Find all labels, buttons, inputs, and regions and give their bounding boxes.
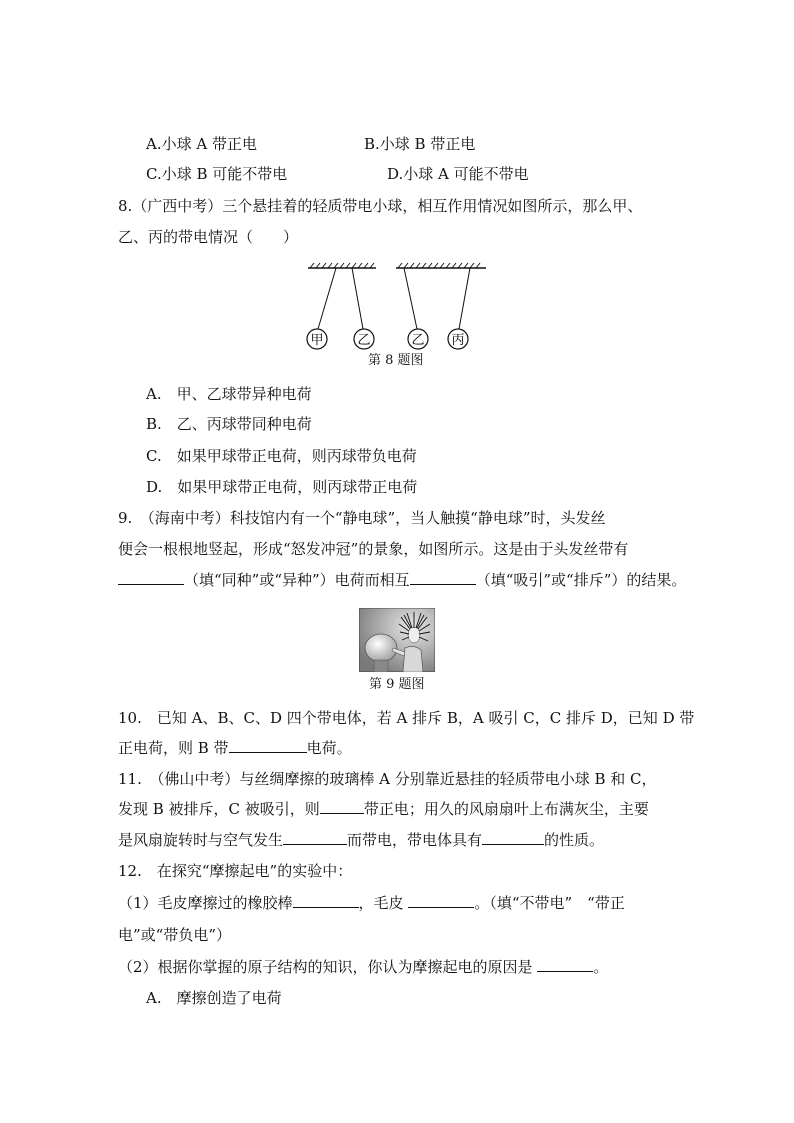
string-1 [318, 268, 336, 329]
ball-yi-left-label: 乙 [357, 333, 371, 348]
q9-stem-line1: 9. （海南中考）科技馆内有一个“静电球”，当人触摸“静电球”时，头发丝 [118, 509, 606, 527]
q8-stem-line2: 乙、丙的带电情况（ ） [118, 228, 299, 246]
q9-blank-1 [118, 570, 184, 585]
ball-jia-label: 甲 [310, 333, 324, 348]
string-2 [352, 268, 363, 329]
q12-option-a: A. 摩擦创造了电荷 [146, 989, 282, 1007]
ball-yi-right-label: 乙 [411, 333, 425, 348]
q9-stem-line3 [118, 570, 686, 590]
q10-blank [229, 738, 307, 753]
q12-part1-continued: 电”或“带负电”） [118, 926, 232, 944]
q11-stem-line3-part3: 的性质。 [544, 831, 605, 849]
q12-part2 [118, 957, 608, 977]
ball-bing-label: 丙 [451, 333, 465, 348]
static-ball-icon [365, 634, 397, 662]
q11-blank-2 [283, 830, 347, 845]
person-face [408, 627, 420, 643]
q12-part2-text2: 。 [593, 958, 609, 976]
q8-stem-line1: 8.（广西中考）三个悬挂着的轻质带电小球，相互作用情况如图所示，那么甲、 [118, 197, 643, 215]
q11-blank-1 [320, 799, 364, 814]
q10-stem-line2-part2: 电荷。 [306, 739, 352, 757]
q12-part1 [118, 893, 625, 913]
string-4 [459, 268, 470, 329]
q11-stem-line1: 11. （佛山中考）与丝绸摩擦的玻璃棒 A 分别靠近悬挂的轻质带电小球 B 和 C， [118, 770, 657, 788]
q11-stem-line2 [118, 799, 649, 819]
q9-stem-line3-part2: （填“吸引”或“排斥”）的结果。 [475, 571, 687, 589]
q11-stem-line3-part2: 而带电，带电体具有 [347, 831, 483, 849]
q7-option-d: D.小球 A 可能不带电 [387, 165, 529, 183]
q7-option-c: C.小球 B 可能不带电 [146, 165, 288, 183]
static-ball-stand [374, 660, 388, 672]
q8-figure [300, 262, 495, 354]
q11-stem-line2-part2: 带正电；用久的风扇扇叶上布满灰尘，主要 [363, 800, 649, 818]
q11-stem-line3-part1: 是风扇旋转时与空气发生 [118, 831, 284, 849]
q9-figure-caption: 第 9 题图 [369, 677, 425, 692]
q11-stem-line3 [118, 830, 604, 850]
q12-blank-3 [537, 957, 593, 972]
q8-option-c: C. 如果甲球带正电荷，则丙球带负电荷 [146, 447, 417, 465]
q12-blank-2 [408, 893, 474, 908]
q10-stem-line1: 10. 已知 A、B、C、D 四个带电体，若 A 排斥 B，A 吸引 C，C 排斥 D，已知 D 带 [118, 709, 695, 727]
q7-option-b: B.小球 B 带正电 [364, 135, 476, 153]
q8-figure-caption: 第 8 题图 [368, 353, 424, 368]
q10-stem-line2 [118, 738, 352, 758]
q9-blank-2 [410, 570, 476, 585]
q12-part1-text2: ，毛皮 [358, 894, 404, 912]
q9-stem-line2: 便会一根根地竖起，形成“怒发冲冠”的景象，如图所示。这是由于头发丝带有 [118, 540, 629, 558]
q12-part2-text1: （2）根据你掌握的原子结构的知识，你认为摩擦起电的原因是 [118, 958, 533, 976]
q10-stem-line2-part1: 正电荷，则 B 带 [118, 739, 229, 757]
q9-photo [359, 608, 435, 672]
q8-option-d: D. 如果甲球带正电荷，则丙球带正电荷 [146, 478, 418, 496]
q8-option-a: A. 甲、乙球带异种电荷 [146, 385, 312, 403]
q11-stem-line2-part1: 发现 B 被排斥，C 被吸引，则 [118, 800, 320, 818]
q12-blank-1 [293, 893, 359, 908]
person-body [403, 646, 423, 672]
q12-stem-line1: 12. 在探究“摩擦起电”的实验中： [118, 862, 353, 880]
q11-blank-3 [482, 830, 544, 845]
q9-stem-line3-part1: （填“同种”或“异种”）电荷而相互 [184, 571, 410, 589]
string-3 [404, 268, 417, 329]
q7-option-a: A.小球 A 带正电 [146, 135, 257, 153]
q12-part1-text1: （1）毛皮摩擦过的橡胶棒 [118, 894, 293, 912]
q8-option-b: B. 乙、丙球带同种电荷 [146, 415, 312, 433]
q12-part1-text3: 。（填“不带电” “带正 [474, 894, 625, 912]
